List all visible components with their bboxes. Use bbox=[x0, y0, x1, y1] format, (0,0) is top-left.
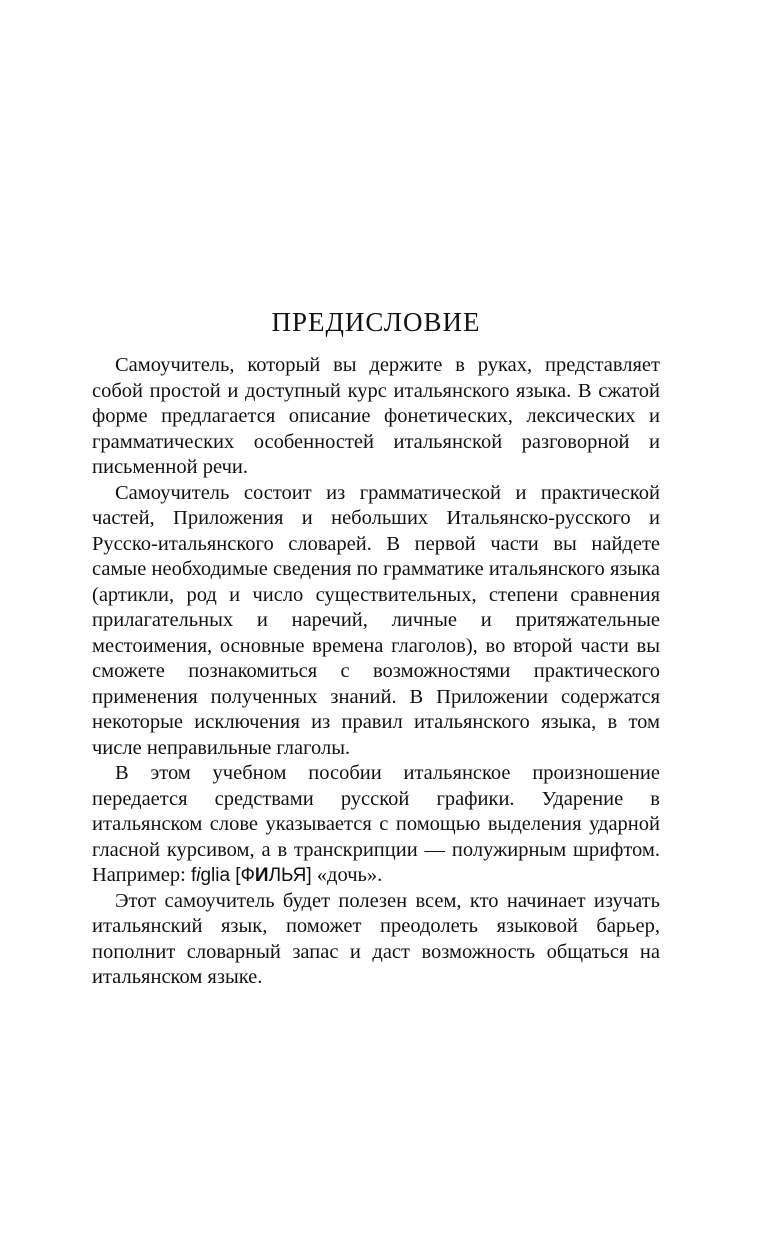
paragraph-structure: Самоучитель состоит из грамматической и практической частей, Приложения и небольших Итальянско-русского и Русско-итальянского словарей. В первой части вы найдете самые необходимые сведения по грамматике итальянского языка (артикли, род и число существительных, степени сравнения прилагательных и наречий, личные и притяжательные местоимения, основные времена глаголов), во второй части вы сможете познакомиться с возможностями практического применения полученных знаний. В Приложении содержатся некоторые исключения из правил итальянского языка, в том числе неправильные глаголы. bbox=[92, 481, 660, 759]
transcription-bracket-open: [ bbox=[235, 865, 241, 886]
transcription-start: Ф bbox=[240, 865, 255, 886]
pronunciation-text: В этом учебном пособии итальянское произношение передается средствами русской графики. Ударение в итальянском слове указывается с помощью выделения ударной гласной курсивом, а в транскрипции — полужирным шрифтом. bbox=[92, 762, 660, 861]
paragraph-intro: Самоучитель, который вы держите в руках, представляет собой простой и доступный курс итальянского языка. В сжатой форме предлагается описание фонетических, лексических и грамматических особенностей итальянской разговорной и письменной речи. bbox=[92, 354, 660, 478]
paragraph-pronunciation bbox=[92, 761, 660, 889]
example-translation: «дочь». bbox=[316, 864, 383, 886]
example-transcription bbox=[235, 865, 311, 886]
transcription-bracket-close: ] bbox=[306, 865, 312, 886]
example-word-end: glia bbox=[200, 865, 231, 886]
example-word-start: f bbox=[190, 865, 197, 886]
example-lead: Например: bbox=[92, 864, 186, 886]
preface-page bbox=[92, 305, 660, 991]
transcription-stressed-vowel: И bbox=[254, 865, 269, 886]
paragraph-closing: Этот самоучитель будет полезен всем, кто начинает изучать итальянский язык, поможет преодолеть языковой барьер, пополнит словарный запас и даст возможность общаться на итальянском языке. bbox=[92, 889, 660, 988]
page-title: ПРЕДИСЛОВИЕ bbox=[271, 307, 481, 337]
transcription-end: ЛЬЯ bbox=[268, 865, 307, 886]
example-word bbox=[191, 865, 230, 886]
example-word-stressed-vowel: i bbox=[196, 865, 201, 886]
